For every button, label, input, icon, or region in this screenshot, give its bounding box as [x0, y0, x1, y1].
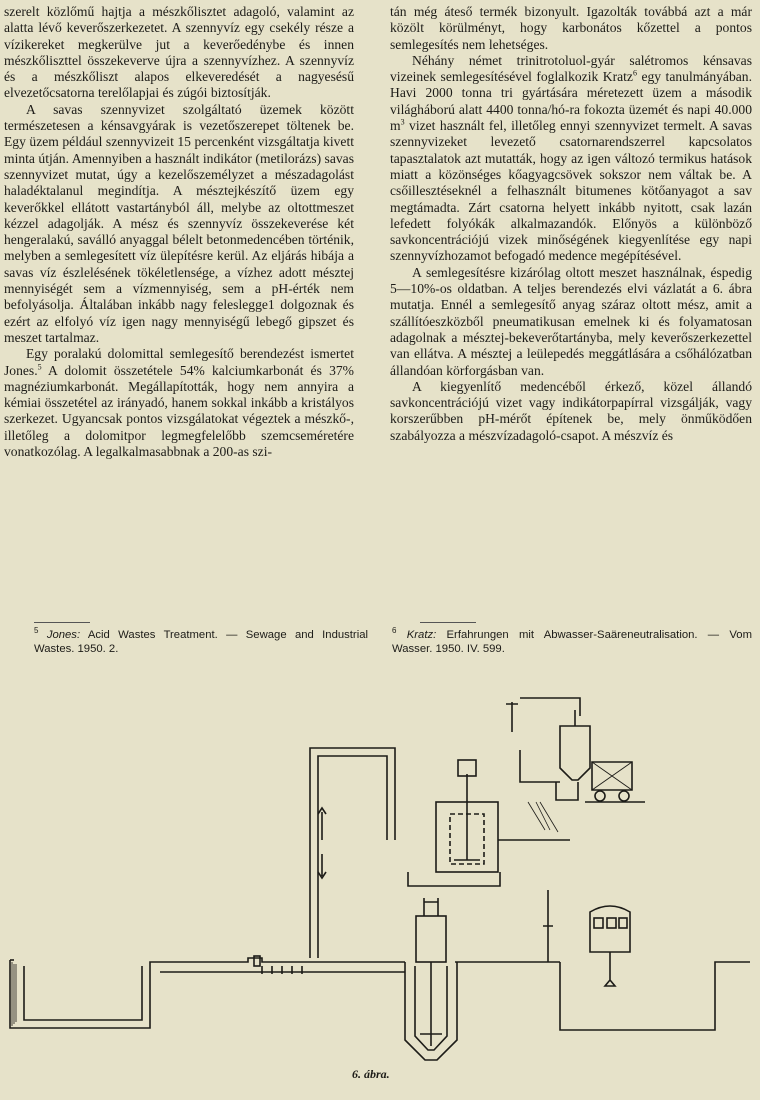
text-run: egy tanulmányában. Havi 2000 tonna tri gyártására méretezett üzem a második világháború alatt 4400 tonna/hó-ra fokozta üzemét és napi 40.000 m [390, 69, 752, 134]
text-run: Egy poralakú dolomittal semlegesítő berendezést ismertet Jones. [4, 346, 354, 378]
neutralization-plant-diagram [0, 690, 760, 1090]
footnote-rule [34, 622, 90, 623]
paragraph: A kiegyenlítő medencéből érkező, közel állandó savkoncentrációjú vizet vagy indikátorpapírral vizsgálják, vagy korszerűbben pH-mérőt építenek be, mely önműködően szabályozza a mészvízadagoló-csapot. A mészvíz és [390, 378, 752, 443]
paragraph [4, 346, 354, 460]
footnote-rule [420, 622, 476, 623]
ph-meter-hut [543, 890, 630, 986]
lime-wagon [585, 762, 645, 802]
paragraph: A savas szennyvizet szolgáltató üzemek között természetesen a kénsavgyárak is vezetőszerepet töltenek be. Egy üzem például szennyvizeit 15 percenként vizsgáltatja kivett minta útján. Amennyiben a használt indikátor (metilorázs) savas szennyvizet mutat, úgy a kezelőszemélyzet a mészadagolást haladéktalanul megindítja. A mésztejkészítő üzem egy keverőkkel ellátott vastartányból áll, melybe az oltottmeszet kézzel adagolják. A mész és szennyvíz összekeverése két hengeralakú, saválló anyaggal bélelt betonmedencében történik, melyben a semlegesített víz ülepítésre kerül. Az eljárás hibája a savas víz észlelésének tökéletlensége, a vízhez adott mésztej mennyiségét sem a vízmennyiség, sem a pH-érték nem befolyásolja. Általában inkább nagy feleslegge1 dolgoznak és ezért az elfolyó víz igen nagy mennyiségű lebegő gipszet és meszet tartalmaz. [4, 101, 354, 345]
paragraph: tán még áteső termék bizonyult. Igazolták továbbá azt a már közölt körülményt, hogy karbonátos kőzettel a pontos semlegesítés nem lehetséges. [390, 4, 752, 52]
footnote-text: Acid Wastes Treatment. — Sewage and Industrial Wastes. 1950. 2. [34, 629, 368, 655]
footnote-ref: 6 [632, 68, 637, 78]
figure-caption: 6. ábra. [352, 1067, 390, 1081]
superscript: 3 [400, 117, 405, 127]
right-text-column [390, 4, 752, 444]
text-run: vizet használt fel, illetőleg ennyi szennyvizet termelt. A savas szennyvizeket levezető csatornarendszerrel kapcsolatos tapasztalatok azt mutatták, hogy az igen változó termikus hatások miatt a közönséges kőagyagcsövek sokszor nem váltak be. A csőillesztéseknél a felhasznált bitumenes kötőanyagot a sav megtámadta. Zárt csatorna helyett inkább nyitott, csak lazán lefedett folyókák alkalmazandók. Előnyös a különböző savkoncentrációjú vizek minőségének kiegyenlítése egy napi szennyvízhozamot befogadó medence megépítésével. [390, 118, 752, 264]
footnote-right [392, 628, 752, 656]
footnote-ref: 5 [37, 362, 42, 371]
paragraph [390, 53, 752, 265]
footnote-left [34, 628, 368, 656]
left-text-column [4, 4, 354, 460]
equalizing-basin [12, 962, 16, 1026]
text-run: A dolomit összetétele 54% kalciumkarbonát és 37% magnéziumkarbonát. Megállapították, hogy nem annyira a kémiai összetétel az irányadó, hanem sokkal inkább a kristályos szerkezet. Ugyancsak pontos vizsgálatokat végeztek a mészkő-, illetőleg a dolomitpor legmegfelelőbb szemcseméretére vonatkozólag. A legalkalmasabbnak a 200-as szi- [4, 362, 354, 460]
baffle-channel [160, 956, 405, 974]
settling-tank [405, 898, 457, 1060]
text-run: Néhány német trinitrotoluol-gyár salétromos kénsavas vizeinek semlegesítésével foglalkozik Kratz [390, 52, 752, 85]
paragraph: szerelt közlőmű hajtja a mészkőlisztet adagoló, valamint az alatta lévő keverőszerkezetet. A szennyvíz egy csekély része a vízikereket megkerülve jut a keverőedénybe és innen mészkőliszttel összekeverve újra a szennyvízhez. A szennyvíz és a mészkőliszt alapos elkeveredését a nagyesésű elvezetőcsatorna terelőlapjai és zúgói biztosítják. [4, 4, 354, 101]
footnote-author: Kratz: [406, 629, 437, 641]
lime-silo [506, 698, 590, 832]
milk-of-lime-pipe [310, 748, 395, 958]
footnote-author: Jones: [46, 629, 81, 641]
footnote-text: Erfahrungen mit Abwasser-Saäreneutralisation. — Vom Wasser. 1950. IV. 599. [392, 629, 752, 655]
footnote-number: 5 [34, 626, 39, 636]
mixing-tank [408, 760, 570, 886]
footnote-number: 6 [392, 626, 397, 636]
paragraph: A semlegesítésre kizárólag oltott meszet használnak, éspedig 5—10%-os oldatban. A teljes berendezés elvi vázlatát a 6. ábra mutatja. Ennél a semlegesítő anyag száraz oltott mész, amit a szállítóeszközből pneumatikusan emelnek ki és folyamatosan adagolnak a mésztej-bekeverőtartányba, mely keverőszerkezettel van ellátva. A mésztej a leülepedés meggátlására a csőhálózatban állandóan körforgásban van. [390, 264, 752, 378]
ground-line [10, 958, 750, 1030]
